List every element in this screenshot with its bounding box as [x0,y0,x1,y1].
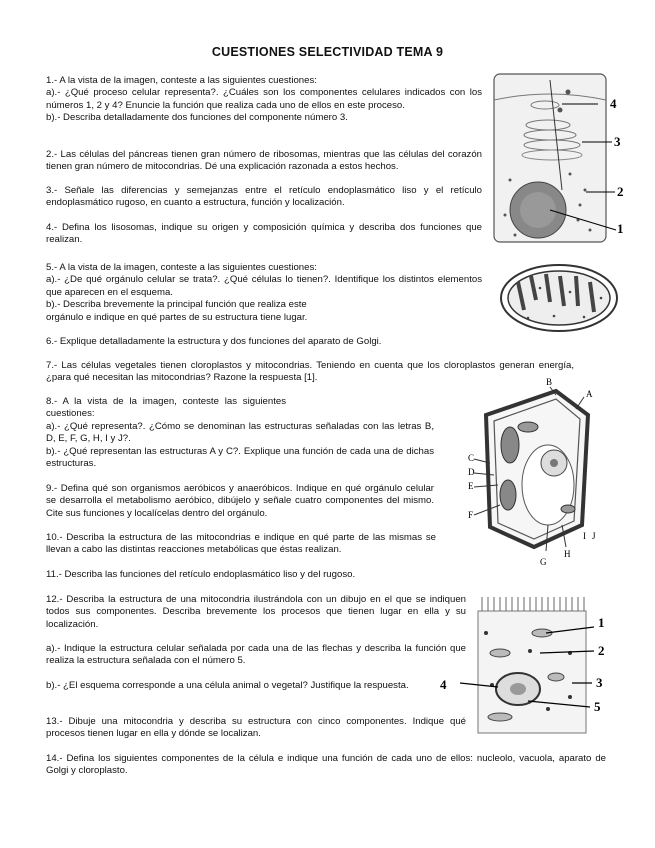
question-4 [46,222,482,247]
figure-plant-cell [468,375,608,573]
fig1-label-1: 1 [617,221,624,236]
q5-intro: 5.- A la vista de la imagen, conteste a las siguientes cuestiones: [46,262,317,273]
q13-text: 13.- Dibuje una mitocondria y describa su estructura con cinco componentes. Indique qué procesos tienen lugar en ella y dónde se localizan. [46,716,466,740]
fig3-label-J: J [592,531,596,541]
question-3 [46,185,482,210]
question-9 [46,483,434,520]
q5-b2: orgánulo e indique en qué partes de su estructura tiene lugar. [46,311,308,323]
figure-epithelial-cell [430,593,620,743]
fig4-label-1: 1 [598,615,605,630]
q12-b: b).- ¿El esquema corresponde a una célula animal o vegetal? Justifique la respuesta. [46,680,409,691]
question-10 [46,532,436,557]
q10-text: 10.- Describa la estructura de las mitocondrias e indique en qué parte de las mismas se llevan a cabo las distintas reacciones metabólicas que éstas realizan. [46,532,436,556]
q1-intro: 1.- A la vista de la imagen, conteste a las siguientes cuestiones: [46,75,317,86]
question-12-b [46,680,422,692]
question-11 [46,569,446,581]
page-title: CUESTIONES SELECTIVIDAD TEMA 9 [211,45,444,59]
figure-secretory-cell [490,70,640,250]
fig4-label-2: 2 [598,643,605,658]
q12-a: a).- Indique la estructura celular señalada por cada una de las flechas y describa la función que realiza la estructura señalada con el número 5. [46,643,466,667]
fig3-label-H: H [564,549,571,559]
q3-text: 3.- Señale las diferencias y semejanzas entre el retículo endoplasmático liso y el retículo endoplasmático rugoso, en cuanto a estructura, función y localización. [46,185,482,209]
q5-b1: b).- Describa brevemente la principal función que realiza este [46,299,307,311]
q8-intro: 8.- A la vista de la imagen, conteste las siguientes cuestiones: [46,396,286,420]
q1-a: a).- ¿Qué proceso celular representa?. ¿Cuáles son los componentes celulares indicados con los números 1, 2 y 4? Enuncie la función que realiza cada uno de ellos en este proceso. [46,87,482,111]
fig3-label-G: G [540,557,547,567]
fig3-label-B: B [546,377,553,387]
question-8 [46,396,434,470]
q7-text: 7.- Las células vegetales tienen cloroplastos y mitocondrias. Teniendo en cuenta que los cloroplastos generan energía, ¿para qué necesitan las mitocondrias? Razone la respuesta [1]. [46,360,574,384]
q8-b: b).- ¿Qué representan las estructuras A y C?. Explique una función de cada una de dichas estructuras. [46,445,434,470]
question-6 [46,336,586,348]
q2-text: 2.- Las células del páncreas tienen gran número de ribosomas, mientras que las células del corazón tienen gran número de mitocondrias. Dé una explicación razonada a estos hechos. [46,149,482,173]
q1-b: b).- Describa detalladamente dos funciones del componente número 3. [46,112,348,124]
figure-mitochondrion [498,262,620,334]
fig3-label-A: A [586,389,593,399]
fig3-label-F: F [468,510,474,520]
q12-intro: 12.- Describa la estructura de una mitocondria ilustrándola con un dibujo en el que se indiquen todos sus componentes. Describa brevemente los procesos que tienen lugar en ella y su localización. [46,594,466,630]
fig3-label-C: C [468,453,475,463]
q9-text: 9.- Defina qué son organismos aeróbicos y anaeróbicos. Indique en qué orgánulo celular se desarrolla el metabolismo aeróbico, dibújelo y señale cuatro componentes del mismo. Cite sus funciones y localícelas dentro del orgánulo. [46,483,434,519]
fig1-label-3: 3 [614,134,621,149]
question-12 [46,594,466,631]
question-13 [46,716,466,741]
question-2 [46,149,482,174]
q11-text: 11.- Describa las funciones del retículo endoplasmático liso y del rugoso. [46,569,356,580]
q6-text: 6.- Explique detalladamente la estructura y dos funciones del aparato de Golgi. [46,336,382,347]
fig3-label-I: I [583,531,586,541]
question-12-a [46,643,466,668]
fig3-label-E: E [468,481,474,491]
q5-a: a).- ¿De qué orgánulo celular se trata?. ¿Qué células lo tienen?. Identifique los distintos elementos que aparecen en el esquema. [46,274,482,298]
fig4-label-3: 3 [596,675,603,690]
question-1 [46,75,482,125]
q4-text: 4.- Defina los lisosomas, indique su origen y composición química y describa dos funciones que realizan. [46,222,482,246]
question-5 [46,262,482,324]
fig4-label-5: 5 [594,699,601,714]
fig1-label-4: 4 [610,96,617,111]
fig1-label-2: 2 [617,184,624,199]
q14-text: 14.- Defina los siguientes componentes de la célula e indique una función de cada uno de ellos: nucleolo, vacuola, aparato de Golgi y cloroplasto. [46,753,606,777]
fig4-label-4: 4 [440,677,447,692]
q8-a: a).- ¿Qué representa?. ¿Cómo se denominan las estructuras señaladas con las letras B, D, E, F, G, H, I y J?. [46,420,434,445]
question-14 [46,753,606,778]
fig3-label-D: D [468,467,475,477]
